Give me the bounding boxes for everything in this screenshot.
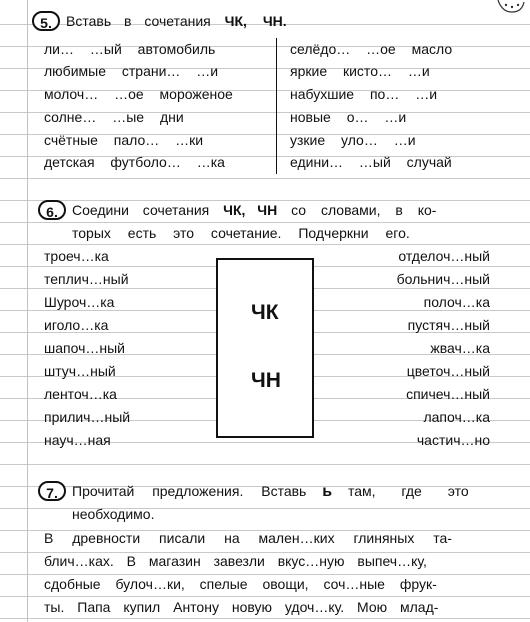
task6-left-word: науч…ная [44, 432, 111, 448]
task6-number-badge: 6. [38, 200, 66, 220]
task5-right-item: яркие кисто… …и [290, 63, 430, 79]
task6-right-word: спичеч…ный [406, 386, 490, 402]
task6-right-word: цветоч…ный [406, 363, 490, 379]
task6-right-word: больнич…ный [396, 271, 490, 287]
task6-combination-box [216, 258, 314, 438]
task7-soft-sign: ь [322, 483, 333, 500]
task6-left-word: шапоч…ный [44, 340, 125, 356]
task5-left-item: счётные пало… …ки [44, 132, 204, 148]
task5-left-item: детская футболо… …ка [44, 154, 225, 170]
task6-right-word: отделоч…ный [398, 248, 490, 264]
task6-right-word: лапоч…ка [423, 409, 490, 425]
task5-right-item: едини… …ый случай [290, 154, 452, 170]
task6-instruction-line1 [72, 201, 436, 219]
task7-instruction-text: Прочитай предложения. Вставь [72, 483, 307, 499]
task7-instruction-line1 [72, 482, 469, 501]
task5-left-item: ли… …ый автомобиль [44, 41, 216, 57]
task6-instruction-text-end: со словами, в ко- [291, 202, 437, 218]
task5-number-badge: 5. [32, 11, 60, 31]
task7-text-line: В древности писали на мален…ких глиняных та- [44, 530, 452, 546]
task6-instruction-text: Соедини сочетания [72, 202, 210, 218]
task7-instruction-text-end: там, где это [347, 483, 469, 499]
task7-text-line: сдобные булоч…ки, спелые овощи, соч…ные фрук- [44, 576, 437, 592]
task6-right-word: пустяч…ный [407, 317, 490, 333]
task6-left-word: штуч…ный [44, 363, 116, 379]
task5-column-divider [276, 38, 277, 174]
task6-box-chn: ЧН [251, 369, 281, 392]
task6-right-word: полоч…ка [423, 294, 490, 310]
task6-left-word: теплич…ный [44, 271, 129, 287]
ladybug-icon [496, 0, 526, 16]
task6-combo-chn: ЧН [257, 202, 278, 218]
task6-box-chk: ЧК [251, 301, 279, 324]
task6-left-word: троеч…ка [44, 248, 109, 264]
task5-right-item: новые о… …и [290, 109, 407, 125]
task5-right-item: селёдо… …ое масло [290, 41, 453, 57]
task5-combo-chk: ЧК, [224, 13, 247, 29]
task6-left-word: иголо…ка [44, 317, 109, 333]
task5-left-item: молоч… …ое мороженое [44, 86, 233, 102]
task7-number-badge: 7. [38, 481, 66, 501]
task5-left-item: солне… …ые дни [44, 109, 184, 125]
task6-right-word: частич…но [416, 432, 490, 448]
task5-instruction-text: Вставь в сочетания [66, 13, 211, 29]
task7-text-line: ты. Папа купил Антону новую удоч…ку. Мою млад- [44, 599, 439, 615]
task6-left-word: прилич…ный [44, 409, 131, 425]
task6-left-word: ленточ…ка [44, 386, 117, 402]
task7-text-line: блич…ках. В магазин завезли вкус…ную выпеч…ку, [44, 553, 427, 569]
task6-right-word: жвач…ка [430, 340, 490, 356]
task5-combo-chn: ЧН. [262, 13, 287, 29]
task7-instruction-line2: необходимо. [72, 506, 155, 522]
task5-right-item: узкие уло… …и [290, 132, 416, 148]
task5-left-item: любимые страни… …и [44, 63, 219, 79]
task5-instruction [66, 12, 287, 30]
task6-combo-chk: ЧК, [223, 202, 246, 218]
task5-right-item: набухшие по… …и [290, 86, 438, 102]
task6-instruction-line2: торых есть это сочетание. Подчеркни его. [72, 225, 410, 241]
task6-left-word: Шуроч…ка [44, 294, 115, 310]
